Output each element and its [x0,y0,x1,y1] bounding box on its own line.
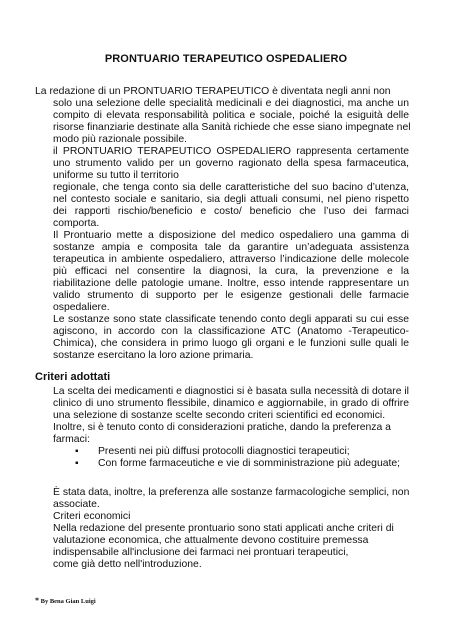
body-line: Inoltre, si è tenuto conto di considerazioni pratiche, dando la preferenza a [53,422,391,433]
body-line: sostanze esercitano la loro azione primaria. [53,350,254,361]
body-line: clinico di uno strumento flessibile, dinamico e aggiornabile, in grado di offrire [53,398,409,409]
bullet-item: Presenti nei più diffusi protocolli diagnostici terapeutici; [98,446,350,457]
body-line: indispensabile all'inclusione dei farmaci nei prontuari terapeutici, [53,547,349,558]
body-line: come già detto nell'introduzione. [53,559,202,570]
body-line: regionale, che tenga conto sia delle caratteristiche del suo bacino d’utenza, [53,182,409,193]
body-line: associate. [53,499,100,510]
document-title: PRONTUARIO TERAPEUTICO OSPEDALIERO [104,53,348,65]
body-line: Le sostanze sono state classificate tenendo conto degli apparati su cui esse [53,314,409,325]
body-line: modo più razionale possibile. [53,134,188,145]
body-line: uniforme su tutto il territorio [53,170,179,181]
body-line: Criteri economici [53,511,131,522]
bullet-marker: ▪ [75,458,79,469]
footer-note [35,596,96,605]
body-line: nel contesto sociale e sanitario, sia degli attuali consumi, nel pieno rispetto [53,194,409,205]
body-line: farmaci: [53,434,90,445]
body-line: Nella redazione del presente prontuario sono stati applicati anche criteri di [53,523,394,534]
body-line: riabilitazione delle patologie umane. Inoltre, esso intende rappresentare un [53,278,409,289]
body-line: La redazione di un PRONTUARIO TERAPEUTICO è diventata negli anni non [35,86,391,97]
body-line: La scelta dei medicamenti e diagnostici si è basata sulla necessità di dotare il [53,386,409,397]
body-line: valutazione economica, che attualmente devono costituire premessa [53,535,369,546]
footnote-star: * [35,596,39,605]
body-line: terapeutica in ambiente ospedaliero, attraverso l’indicazione delle molecole [53,254,409,265]
bullet-item: Con forme farmaceutiche e vie di somministrazione più adeguate; [98,458,401,469]
section-heading: Criteri adottati [35,371,111,383]
body-line: Chimica), che considera in primo luogo gli organi e le funzioni sulle quali le [53,338,409,349]
body-line: uno strumento valido per un governo ragionato della spesa farmaceutica, [53,158,409,169]
bullet-marker: ▪ [75,446,79,457]
body-line: risorse finanziarie destinate alla Sanità richiede che esse siano impegnate nel [53,122,411,133]
body-line: Il Prontuario mette a disposizione del medico ospedaliero una gamma di [53,230,409,241]
body-line: il PRONTUARIO TERAPEUTICO OSPEDALIERO rappresenta certamente [53,146,409,157]
body-line: dei rapporti rischio/beneficio e costo/ beneficio che l’uso dei farmaci [53,206,409,217]
body-line: compito di elevata responsabilità politica e sociale, poiché la esiguità delle [53,110,409,121]
body-line: valido strumento di supporto per le esigenze gestionali delle farmacie [53,290,409,301]
body-line: solo una selezione delle specialità medicinali e dei diagnostici, ma anche un [53,98,409,109]
body-line: ospedaliere. [53,302,110,313]
body-line: sostanze ampia e composita tale da garantire un’adeguata assistenza [53,242,409,253]
body-line: più efficaci nel consentire la diagnosi, la cura, la prevenzione e la [53,266,409,277]
body-line: una selezione di sostanze scelte secondo criteri scientifici ed economici. [53,410,386,421]
body-line: agiscono, in accordo con la classificazione ATC (Anatomo -Terapeutico- [53,326,409,337]
body-line: comporta. [53,218,100,229]
footer-author: By Bena Gian Luigi [40,598,96,605]
body-line: È stata data, inoltre, la preferenza alle sostanze farmacologiche semplici, non [53,487,410,498]
